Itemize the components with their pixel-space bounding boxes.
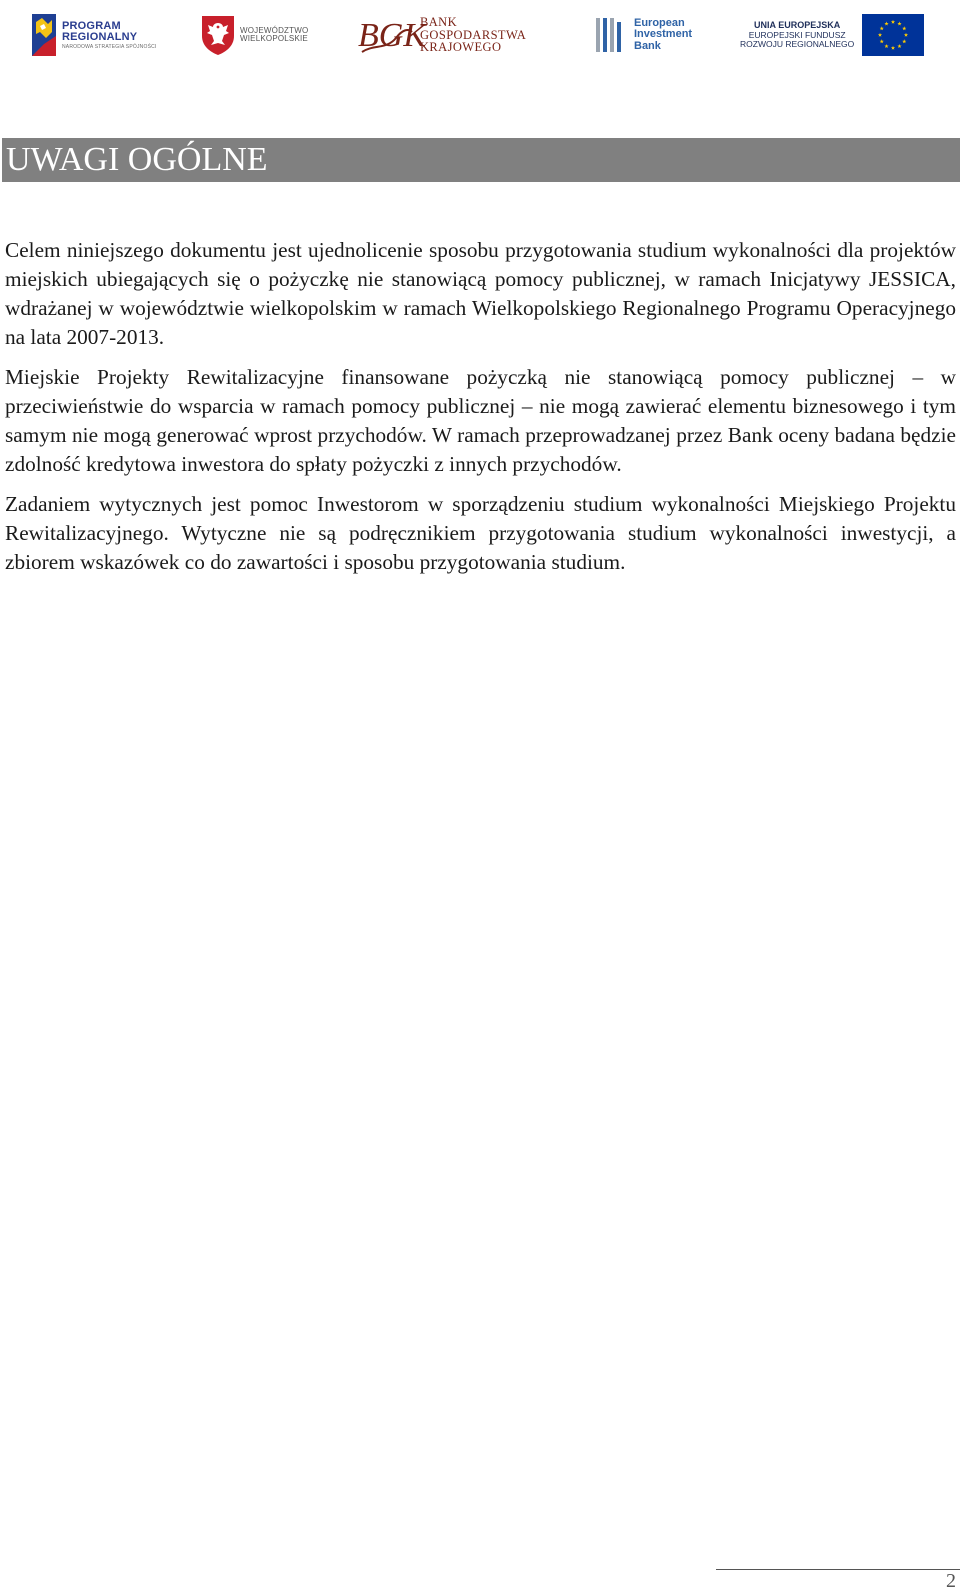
eagle-shield-icon: [200, 14, 236, 56]
bgk-line3: KRAJOWEGO: [420, 40, 502, 55]
ue-line2: EUROPEJSKI FUNDUSZ: [748, 29, 846, 40]
bgk-line1: BANK: [420, 14, 458, 29]
wojewodztwo-line2: WIELKOPOLSKIE: [240, 34, 308, 43]
ue-line3: ROZWOJU REGIONALNEGO: [740, 39, 855, 50]
document-body: [5, 236, 956, 588]
program-regionalny-logo: [32, 12, 157, 58]
program-regionalny-line3: NARODOWA STRATEGIA SPÓJNOŚCI: [62, 43, 157, 50]
ue-line1: UNIA EUROPEJSKA: [754, 20, 841, 31]
paragraph-guidelines: Zadaniem wytycznych jest pomoc Inwestorom w sporządzeniu studium wykonalności Miejskiego Projektu Rewitalizacyjnego. Wytyczne nie są podręcznikiem przygotowania studium wykonalności inwestycji, a zbiorem wskazówek co do zawartości i sposobu przygotowania studium.: [5, 492, 956, 574]
eib-logo: [594, 12, 692, 58]
program-regionalny-line1: PROGRAM: [62, 19, 121, 32]
footer-rule: [716, 1569, 960, 1570]
eib-line2: Investment: [634, 28, 693, 41]
eib-bars-icon: [594, 14, 628, 56]
bgk-line2: GOSPODARSTWA: [420, 27, 527, 42]
program-regionalny-emblem-icon: [32, 14, 56, 56]
paragraph-purpose: Celem niniejszego dokumentu jest ujednolicenie sposobu przygotowania studium wykonalności dla projektów miejskich ubiegających się o pożyczkę nie stanowiącą pomocy publicznej, w ramach Inicjatywy JESSICA, wdrażanej w województwie wielkopolskim w ramach Wielkopolskiego Regionalnego Programu Operacyjnego na lata 2007-2013.: [5, 238, 956, 349]
eib-line3: Bank: [634, 39, 661, 52]
eu-flag-icon: [862, 14, 924, 56]
wojewodztwo-line1: WOJEWÓDZTWO: [240, 25, 309, 35]
ue-logo: [740, 12, 924, 58]
bgk-logo: [356, 12, 526, 58]
section-heading-bar: [2, 138, 960, 182]
logo-header: [0, 0, 960, 70]
eib-line1: European: [634, 16, 685, 29]
section-heading: UWAGI OGÓLNE: [6, 141, 268, 178]
bgk-monogram-icon: [356, 14, 426, 56]
bgk-monogram-b: BGK: [358, 17, 426, 54]
program-regionalny-line2: REGIONALNY: [62, 30, 138, 43]
page-number: 2: [946, 1570, 956, 1592]
wojewodztwo-logo: [200, 12, 308, 58]
paragraph-projects: Miejskie Projekty Rewitalizacyjne finansowane pożyczką nie stanowiącą pomocy publicznej – w przeciwieństwie do wsparcia w ramach pomocy publicznej – nie mogą zawierać elementu biznesowego i tym samym nie mogą generować wprost przychodów. W ramach przeprowadzanej przez Bank oceny badana będzie zdolność kredytowa inwestora do spłaty pożyczki z innych przychodów.: [5, 365, 956, 476]
